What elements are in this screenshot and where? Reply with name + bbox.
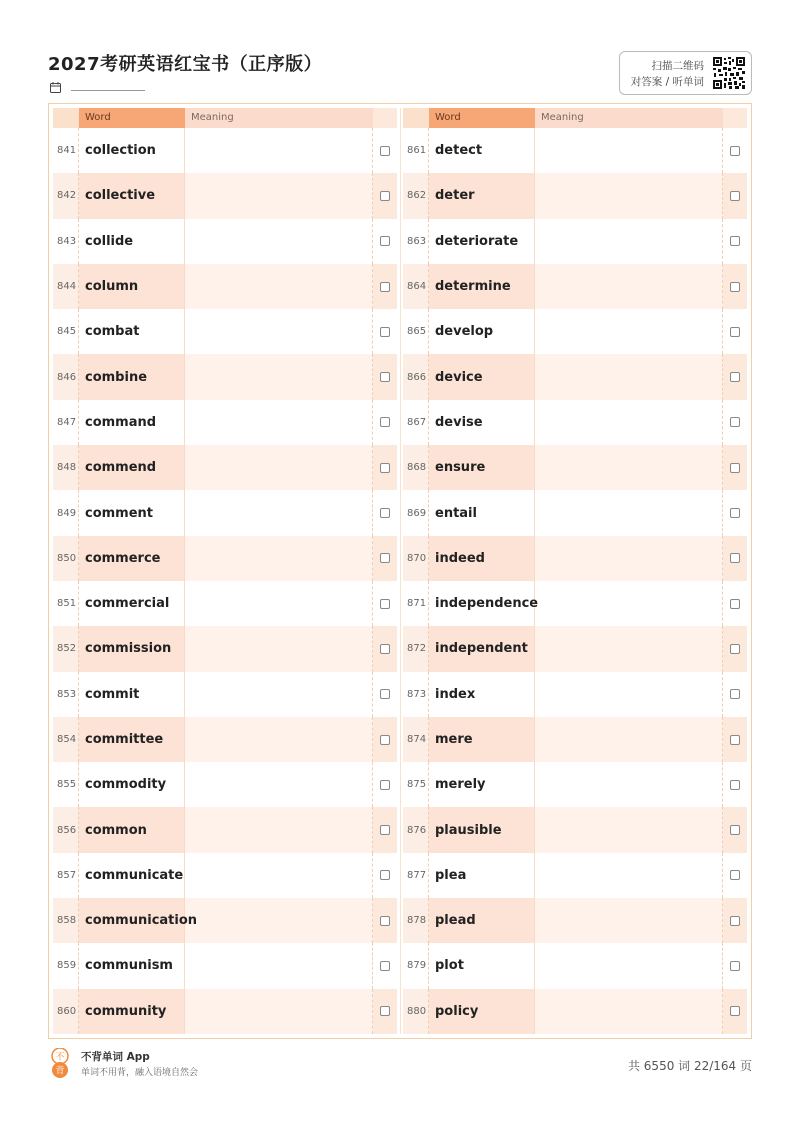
mastered-checkbox[interactable] [380,870,390,880]
meaning-blank-cell[interactable] [535,989,723,1034]
table-row [403,445,747,490]
word-cell: commerce [79,536,185,581]
check-cell [373,581,397,626]
meaning-blank-cell[interactable] [185,762,373,807]
word-cell: column [79,264,185,309]
word-cell: determine [429,264,535,309]
mastered-checkbox[interactable] [380,1006,390,1016]
check-cell [723,264,747,309]
mastered-checkbox[interactable] [730,780,740,790]
meaning-blank-cell[interactable] [185,672,373,717]
table-row [53,173,397,218]
mastered-checkbox[interactable] [730,553,740,563]
word-cell: commission [79,626,185,671]
table-row [53,264,397,309]
left-table-body [53,128,397,1034]
meaning-blank-cell[interactable] [535,581,723,626]
mastered-checkbox[interactable] [730,1006,740,1016]
mastered-checkbox[interactable] [380,735,390,745]
word-cell: commit [79,672,185,717]
check-cell [723,762,747,807]
word-number: 862 [403,173,429,218]
meaning-blank-cell[interactable] [535,853,723,898]
word-cell: communicate [79,853,185,898]
mastered-checkbox[interactable] [380,689,390,699]
mastered-checkbox[interactable] [730,689,740,699]
meaning-blank-cell[interactable] [535,762,723,807]
check-cell [723,354,747,399]
mastered-checkbox[interactable] [380,553,390,563]
meaning-blank-cell[interactable] [185,807,373,852]
qr-code-icon[interactable] [713,57,745,89]
word-number: 858 [53,898,79,943]
table-row [403,853,747,898]
table-row [53,672,397,717]
word-cell: collection [79,128,185,173]
meaning-blank-cell[interactable] [185,219,373,264]
check-cell [373,445,397,490]
word-cell: communication [79,898,185,943]
mastered-checkbox[interactable] [380,599,390,609]
check-cell [723,943,747,988]
word-cell: entail [429,490,535,535]
mastered-checkbox[interactable] [730,644,740,654]
meaning-blank-cell[interactable] [185,445,373,490]
mastered-checkbox[interactable] [380,236,390,246]
meaning-blank-cell[interactable] [185,536,373,581]
meaning-blank-cell[interactable] [185,264,373,309]
calendar-icon [50,82,61,93]
check-cell [373,264,397,309]
check-cell [723,717,747,762]
word-number: 866 [403,354,429,399]
qr-caption-line2: 对答案 / 听单词 [630,76,704,88]
word-cell: collide [79,219,185,264]
word-cell: plead [429,898,535,943]
right-table-body [403,128,747,1034]
app-logo-icon [48,1048,72,1078]
check-cell [373,400,397,445]
check-cell [723,445,747,490]
check-cell [373,898,397,943]
check-cell [723,400,747,445]
meaning-blank-cell[interactable] [185,581,373,626]
meaning-blank-cell[interactable] [535,717,723,762]
header-check-cell [373,108,397,128]
check-cell [723,490,747,535]
mastered-checkbox[interactable] [380,146,390,156]
table-row [403,581,747,626]
word-number: 842 [53,173,79,218]
mastered-checkbox[interactable] [730,916,740,926]
mastered-checkbox[interactable] [730,146,740,156]
check-cell [373,989,397,1034]
mastered-checkbox[interactable] [380,282,390,292]
table-row [403,807,747,852]
word-number: 841 [53,128,79,173]
meaning-blank-cell[interactable] [535,898,723,943]
table-row [403,898,747,943]
mastered-checkbox[interactable] [380,508,390,518]
vocabulary-table-frame [48,103,752,1039]
check-cell [373,853,397,898]
check-cell [723,853,747,898]
mastered-checkbox[interactable] [730,735,740,745]
word-number: 874 [403,717,429,762]
word-cell: indeed [429,536,535,581]
meaning-blank-cell[interactable] [535,354,723,399]
word-number: 855 [53,762,79,807]
word-number: 859 [53,943,79,988]
check-cell [723,219,747,264]
table-row [53,626,397,671]
meaning-blank-cell[interactable] [535,400,723,445]
table-row [403,128,747,173]
word-number: 880 [403,989,429,1034]
word-cell: commercial [79,581,185,626]
check-cell [373,943,397,988]
column-divider [400,108,401,1034]
mastered-checkbox[interactable] [380,191,390,201]
check-cell [373,128,397,173]
check-cell [373,807,397,852]
meaning-blank-cell[interactable] [535,445,723,490]
table-row [53,581,397,626]
meaning-blank-cell[interactable] [185,898,373,943]
meaning-blank-cell[interactable] [535,219,723,264]
word-cell: independent [429,626,535,671]
table-row [53,309,397,354]
check-cell [373,626,397,671]
check-cell [723,672,747,717]
table-row [53,219,397,264]
page-info: 共 6550 词 22/164 页 [627,1059,752,1073]
date-blank-line [71,85,145,91]
mastered-checkbox[interactable] [380,327,390,337]
word-cell: comment [79,490,185,535]
meaning-blank-cell[interactable] [185,626,373,671]
meaning-blank-cell[interactable] [535,943,723,988]
table-row [403,717,747,762]
check-cell [373,354,397,399]
word-number: 847 [53,400,79,445]
table-row [403,626,747,671]
check-cell [723,626,747,671]
meaning-blank-cell[interactable] [185,490,373,535]
word-cell: ensure [429,445,535,490]
word-cell: index [429,672,535,717]
word-cell: command [79,400,185,445]
page-footer [48,1048,752,1080]
word-number: 852 [53,626,79,671]
meaning-blank-cell[interactable] [535,309,723,354]
table-row [403,309,747,354]
check-cell [723,581,747,626]
meaning-blank-cell[interactable] [185,853,373,898]
word-number: 848 [53,445,79,490]
mastered-checkbox[interactable] [730,870,740,880]
check-cell [723,173,747,218]
qr-code-panel[interactable] [619,51,752,95]
word-number: 870 [403,536,429,581]
word-cell: deter [429,173,535,218]
table-row [403,354,747,399]
check-cell [373,536,397,581]
mastered-checkbox[interactable] [730,508,740,518]
table-row [403,943,747,988]
word-number: 867 [403,400,429,445]
meaning-blank-cell[interactable] [185,173,373,218]
word-cell: detect [429,128,535,173]
table-row [403,490,747,535]
meaning-blank-cell[interactable] [535,490,723,535]
table-row [53,853,397,898]
word-number: 876 [403,807,429,852]
mastered-checkbox[interactable] [380,644,390,654]
date-row [50,82,145,93]
word-number: 865 [403,309,429,354]
table-row [403,400,747,445]
meaning-blank-cell[interactable] [535,536,723,581]
table-row [53,445,397,490]
word-cell: community [79,989,185,1034]
word-number: 863 [403,219,429,264]
table-header-right [403,108,747,128]
mastered-checkbox[interactable] [730,599,740,609]
check-cell [373,219,397,264]
mastered-checkbox[interactable] [730,417,740,427]
app-name: 不背单词 App [81,1051,150,1063]
word-number: 875 [403,762,429,807]
check-cell [373,309,397,354]
word-number: 878 [403,898,429,943]
check-cell [373,672,397,717]
word-number: 872 [403,626,429,671]
meaning-blank-cell[interactable] [535,672,723,717]
table-row [53,717,397,762]
meaning-blank-cell[interactable] [535,807,723,852]
table-row [53,536,397,581]
mastered-checkbox[interactable] [730,961,740,971]
header-num-cell [53,108,79,128]
table-row [403,762,747,807]
check-cell [723,309,747,354]
logo-char-top: 不 [55,1052,65,1063]
mastered-checkbox[interactable] [380,463,390,473]
header-word: Word [429,108,535,128]
word-number: 846 [53,354,79,399]
header-word: Word [79,108,185,128]
word-number: 861 [403,128,429,173]
word-cell: plot [429,943,535,988]
qr-caption-line1: 扫描二维码 [651,60,704,72]
word-number: 844 [53,264,79,309]
word-cell: policy [429,989,535,1034]
mastered-checkbox[interactable] [380,825,390,835]
right-word-column [403,108,747,1034]
meaning-blank-cell[interactable] [185,309,373,354]
meaning-blank-cell[interactable] [535,128,723,173]
page-header [48,48,752,98]
app-slogan: 单词不用背，融入语境自然会 [81,1068,199,1078]
mastered-checkbox[interactable] [730,825,740,835]
check-cell [373,490,397,535]
word-number: 849 [53,490,79,535]
mastered-checkbox[interactable] [730,372,740,382]
word-number: 856 [53,807,79,852]
word-number: 864 [403,264,429,309]
meaning-blank-cell[interactable] [185,989,373,1034]
word-number: 853 [53,672,79,717]
check-cell [723,989,747,1034]
mastered-checkbox[interactable] [730,191,740,201]
check-cell [373,717,397,762]
word-number: 854 [53,717,79,762]
word-cell: device [429,354,535,399]
table-row [53,989,397,1034]
check-cell [723,128,747,173]
meaning-blank-cell[interactable] [185,128,373,173]
left-word-column [53,108,397,1034]
meaning-blank-cell[interactable] [535,264,723,309]
qr-caption [631,58,704,90]
table-row [53,354,397,399]
word-number: 873 [403,672,429,717]
word-number: 860 [53,989,79,1034]
mastered-checkbox[interactable] [380,916,390,926]
table-row [53,490,397,535]
logo-char-bottom: 背 [55,1066,65,1077]
check-cell [723,898,747,943]
word-cell: collective [79,173,185,218]
meaning-blank-cell[interactable] [535,626,723,671]
word-number: 879 [403,943,429,988]
word-number: 857 [53,853,79,898]
mastered-checkbox[interactable] [730,282,740,292]
mastered-checkbox[interactable] [380,372,390,382]
meaning-blank-cell[interactable] [185,717,373,762]
table-row [53,807,397,852]
word-number: 871 [403,581,429,626]
mastered-checkbox[interactable] [380,417,390,427]
table-row [403,219,747,264]
meaning-blank-cell[interactable] [185,943,373,988]
word-number: 869 [403,490,429,535]
check-cell [723,536,747,581]
word-cell: commodity [79,762,185,807]
word-cell: combat [79,309,185,354]
word-cell: commend [79,445,185,490]
word-cell: mere [429,717,535,762]
table-row [403,536,747,581]
table-row [53,400,397,445]
word-cell: merely [429,762,535,807]
table-row [403,264,747,309]
word-number: 851 [53,581,79,626]
word-cell: devise [429,400,535,445]
header-meaning: Meaning [185,108,373,128]
meaning-blank-cell[interactable] [185,400,373,445]
word-number: 877 [403,853,429,898]
mastered-checkbox[interactable] [730,236,740,246]
table-row [53,128,397,173]
mastered-checkbox[interactable] [730,463,740,473]
word-cell: deteriorate [429,219,535,264]
mastered-checkbox[interactable] [730,327,740,337]
word-cell: committee [79,717,185,762]
table-row [403,989,747,1034]
header-meaning: Meaning [535,108,723,128]
word-cell: develop [429,309,535,354]
word-number: 850 [53,536,79,581]
word-number: 845 [53,309,79,354]
table-header-left [53,108,397,128]
meaning-blank-cell[interactable] [535,173,723,218]
word-cell: plea [429,853,535,898]
mastered-checkbox[interactable] [380,961,390,971]
check-cell [373,762,397,807]
table-row [53,762,397,807]
word-cell: independence [429,581,535,626]
word-cell: communism [79,943,185,988]
header-check-cell [723,108,747,128]
header-num-cell [403,108,429,128]
table-row [53,898,397,943]
word-number: 868 [403,445,429,490]
meaning-blank-cell[interactable] [185,354,373,399]
word-cell: common [79,807,185,852]
page-title: 2027考研英语红宝书（正序版） [48,54,323,75]
check-cell [723,807,747,852]
table-row [403,173,747,218]
word-cell: plausible [429,807,535,852]
table-row [403,672,747,717]
word-number: 843 [53,219,79,264]
word-cell: combine [79,354,185,399]
mastered-checkbox[interactable] [380,780,390,790]
table-row [53,943,397,988]
check-cell [373,173,397,218]
